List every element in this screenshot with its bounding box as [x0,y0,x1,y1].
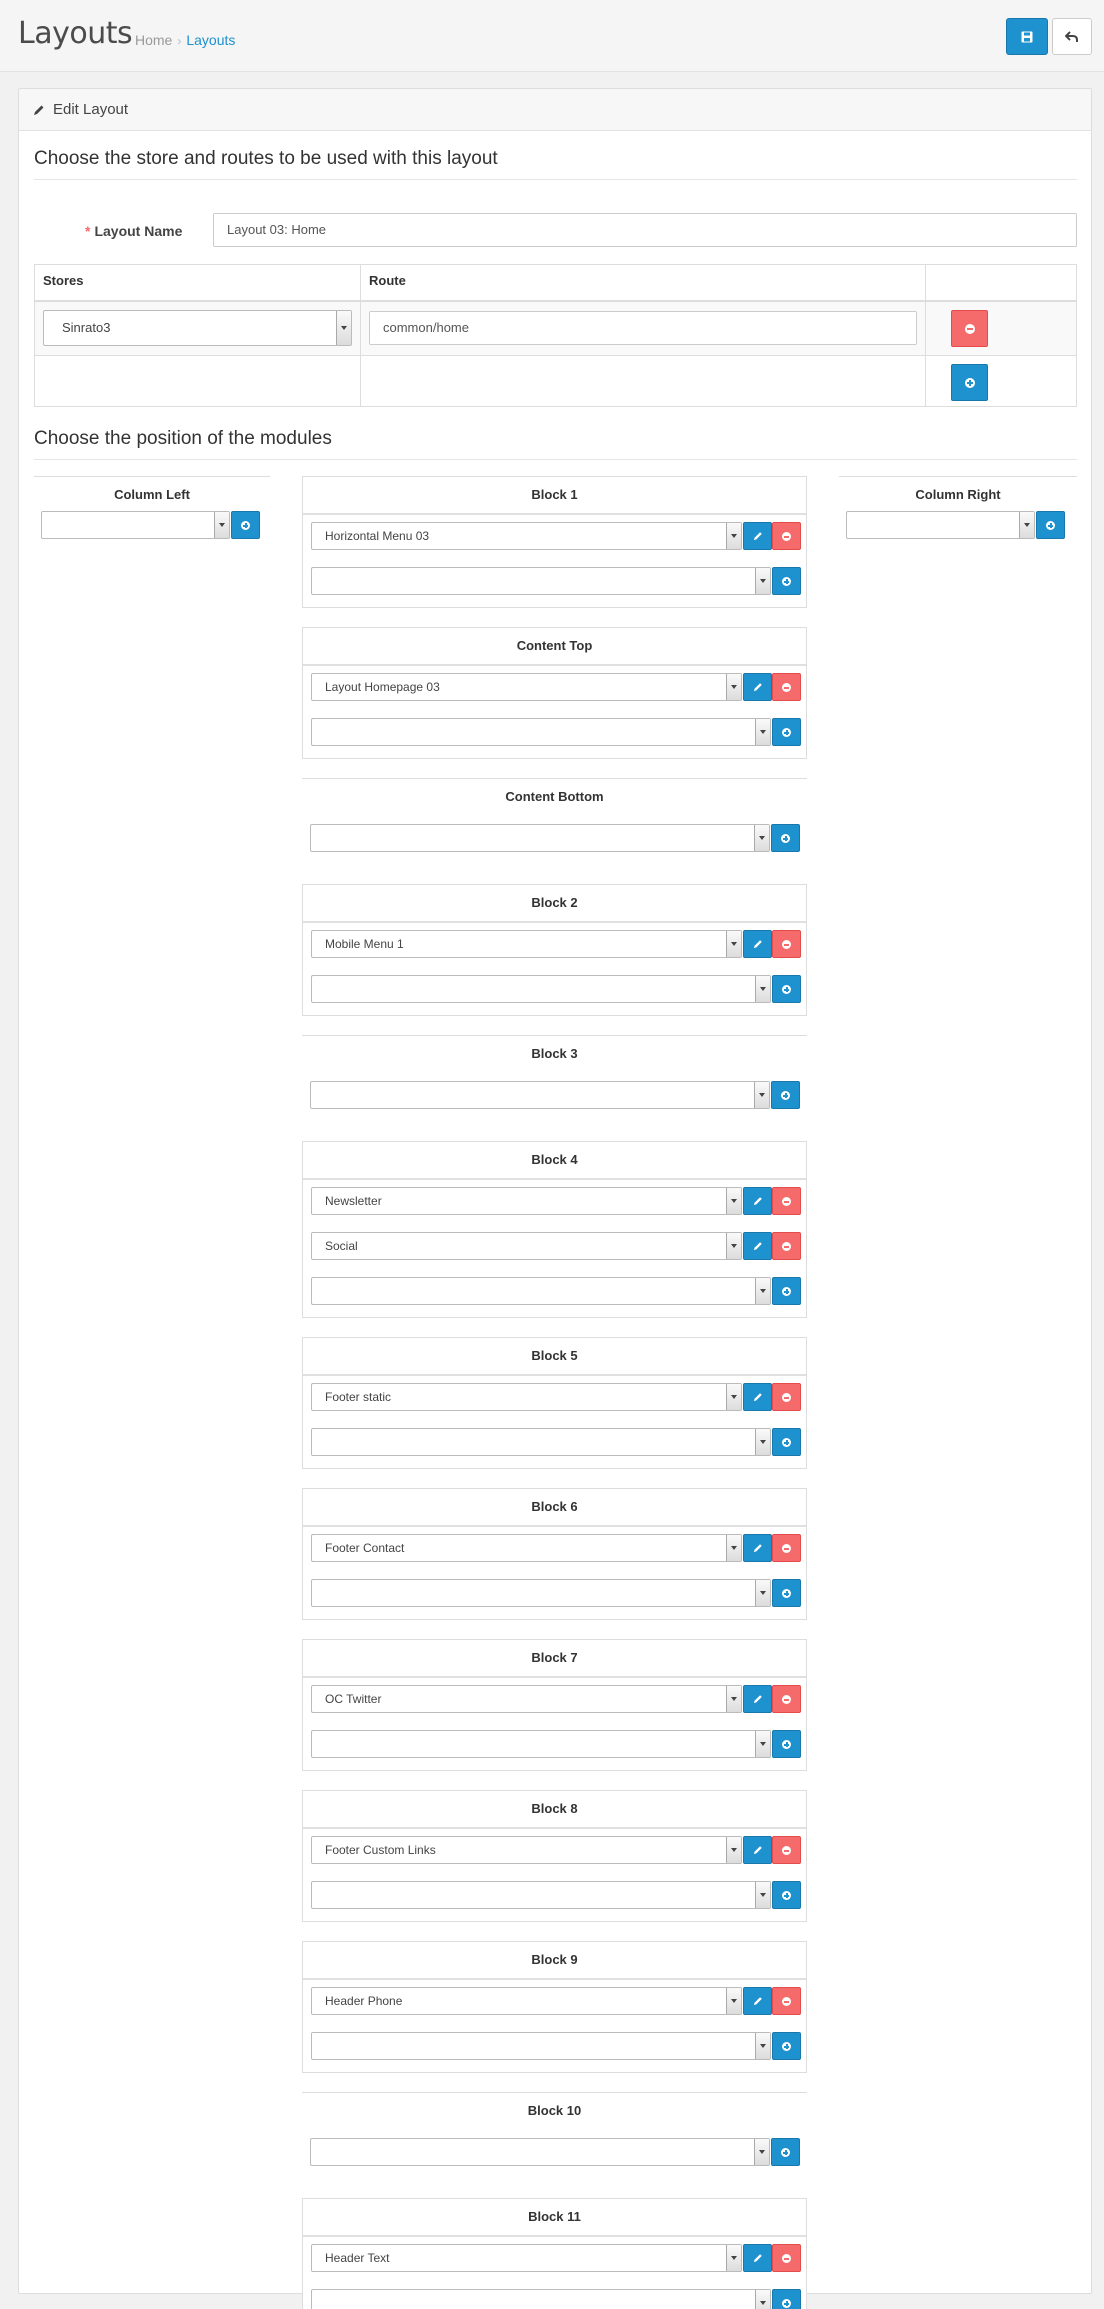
plus-circle-icon [781,1091,790,1100]
breadcrumb-home[interactable]: Home [135,32,173,48]
position-title: Block 4 [531,1152,578,1167]
pencil-icon [753,1241,763,1251]
remove-route-button[interactable] [951,310,988,347]
position-title: Content Top [516,638,593,653]
pencil-icon [753,1196,763,1206]
plus-circle-icon [782,1891,791,1900]
route-input[interactable]: common/home [369,311,917,345]
position-block [302,2092,807,2179]
module-select[interactable] [311,1277,771,1305]
minus-circle-icon [782,1242,791,1251]
position-block [302,778,807,865]
save-button[interactable] [1006,18,1048,55]
minus-circle-icon [782,1197,791,1206]
module-select[interactable]: Footer Custom Links [311,1836,742,1864]
plus-circle-icon [782,577,791,586]
store-select[interactable]: Sinrato3 [43,310,352,346]
position-block [302,1337,807,1469]
page-header [0,0,1104,72]
module-select[interactable]: Header Text [311,2244,742,2272]
plus-circle-icon [781,834,790,843]
pencil-icon [33,104,45,116]
header-stores: Stores [43,273,84,288]
route-table [34,264,1077,407]
module-select[interactable] [41,511,230,539]
edit-module-button[interactable] [743,1534,772,1562]
module-select[interactable]: Newsletter [311,1187,742,1215]
add-module-button[interactable] [771,824,800,852]
save-icon [1021,31,1033,43]
edit-layout-panel [18,88,1092,2294]
minus-circle-icon [782,1997,791,2006]
module-select[interactable] [311,1579,771,1607]
breadcrumb-separator: › [177,34,182,48]
add-module-button[interactable] [772,567,801,595]
edit-module-button[interactable] [743,2244,772,2272]
remove-module-button[interactable] [772,1836,801,1864]
add-route-button[interactable] [951,364,988,401]
module-select[interactable] [311,1730,771,1758]
pencil-icon [753,531,763,541]
module-select[interactable] [311,718,771,746]
position-title: Block 10 [527,2103,582,2118]
remove-module-button[interactable] [772,1187,801,1215]
edit-module-button[interactable] [743,522,772,550]
module-select[interactable] [311,1428,771,1456]
minus-circle-icon [965,324,975,334]
minus-circle-icon [782,940,791,949]
position-block [302,2198,807,2309]
module-select[interactable] [310,2138,770,2166]
section-module-positions: Choose the position of the modules [34,428,1077,460]
reply-icon [1065,31,1079,43]
pencil-icon [753,1845,763,1855]
position-block [302,884,807,1016]
position-title: Block 1 [531,487,578,502]
header-route: Route [369,273,406,288]
add-module-button[interactable] [772,2032,801,2060]
position-title: Block 11 [528,2209,581,2224]
edit-module-button[interactable] [743,1232,772,1260]
plus-circle-icon [241,521,250,530]
edit-module-button[interactable] [743,1685,772,1713]
remove-module-button[interactable] [772,1685,801,1713]
plus-circle-icon [782,1438,791,1447]
edit-module-button[interactable] [743,1187,772,1215]
plus-circle-icon [782,2299,791,2308]
layout-name-label: * Layout Name [85,223,183,239]
module-select[interactable] [311,567,771,595]
pencil-icon [753,939,763,949]
position-block [302,1639,807,1771]
module-select[interactable] [846,511,1035,539]
back-button[interactable] [1052,18,1092,55]
pencil-icon [753,1392,763,1402]
module-select[interactable]: Footer static [311,1383,742,1411]
pencil-icon [753,682,763,692]
edit-module-button[interactable] [743,930,772,958]
add-module-button[interactable] [772,2289,801,2309]
plus-circle-icon [782,1740,791,1749]
module-select[interactable] [310,1081,770,1109]
minus-circle-icon [782,1544,791,1553]
breadcrumb-layouts[interactable]: Layouts [186,32,236,48]
module-select[interactable] [310,824,770,852]
position-column-right [839,476,1077,556]
remove-module-button[interactable] [772,1383,801,1411]
plus-circle-icon [782,1589,791,1598]
remove-module-button[interactable] [772,1232,801,1260]
add-module-button[interactable] [772,718,801,746]
remove-module-button[interactable] [772,522,801,550]
module-select[interactable]: Footer Contact [311,1534,742,1562]
add-module-button[interactable] [772,1579,801,1607]
position-title: Block 3 [531,1046,578,1061]
position-block [302,1141,807,1318]
position-title: Column Left [114,487,190,502]
add-module-button[interactable] [231,511,260,539]
add-module-button[interactable] [772,975,801,1003]
pencil-icon [753,1694,763,1704]
section-store-routes: Choose the store and routes to be used with this layout [34,148,1077,180]
position-title: Block 9 [531,1952,578,1967]
module-select[interactable]: Social [311,1232,742,1260]
remove-module-button[interactable] [772,2244,801,2272]
add-module-button[interactable] [771,1081,800,1109]
layout-name-input[interactable]: Layout 03: Home [213,213,1077,247]
plus-circle-icon [782,2042,791,2051]
remove-module-button[interactable] [772,1987,801,2015]
module-select[interactable]: OC Twitter [311,1685,742,1713]
add-module-button[interactable] [772,1730,801,1758]
edit-module-button[interactable] [743,1836,772,1864]
plus-circle-icon [782,1287,791,1296]
plus-circle-icon [782,728,791,737]
remove-module-button[interactable] [772,930,801,958]
module-select[interactable] [311,2289,771,2309]
plus-circle-icon [1046,521,1055,530]
position-block [302,1790,807,1922]
plus-circle-icon [781,2148,790,2157]
remove-module-button[interactable] [772,673,801,701]
page-title: Layouts [18,16,133,51]
add-module-button[interactable] [772,1428,801,1456]
add-module-button[interactable] [772,1277,801,1305]
minus-circle-icon [782,1393,791,1402]
module-select[interactable] [311,2032,771,2060]
module-select[interactable] [311,975,771,1003]
minus-circle-icon [782,532,791,541]
module-select[interactable] [311,1881,771,1909]
position-block [302,627,807,759]
position-title: Block 6 [531,1499,578,1514]
position-block [302,1941,807,2073]
position-block [302,1488,807,1620]
add-module-button[interactable] [772,1881,801,1909]
plus-circle-icon [782,985,791,994]
remove-module-button[interactable] [772,1534,801,1562]
minus-circle-icon [782,683,791,692]
minus-circle-icon [782,2254,791,2263]
pencil-icon [753,1996,763,2006]
pencil-icon [753,1543,763,1553]
module-select[interactable]: Mobile Menu 1 [311,930,742,958]
position-title: Content Bottom [505,789,604,804]
position-title: Block 2 [531,895,578,910]
module-select[interactable]: Layout Homepage 03 [311,673,742,701]
panel-heading-text: Edit Layout [53,101,129,118]
position-title: Block 7 [531,1650,578,1665]
position-block [302,1035,807,1122]
position-column-left [34,476,270,556]
add-module-button[interactable] [771,2138,800,2166]
edit-module-button[interactable] [743,1383,772,1411]
plus-circle-icon [965,378,975,388]
position-block [302,476,807,608]
position-title: Block 5 [531,1348,578,1363]
edit-module-button[interactable] [743,673,772,701]
position-title: Block 8 [531,1801,578,1816]
minus-circle-icon [782,1846,791,1855]
add-module-button[interactable] [1036,511,1065,539]
edit-module-button[interactable] [743,1987,772,2015]
breadcrumb [135,32,235,48]
minus-circle-icon [782,1695,791,1704]
panel-heading [19,89,1091,131]
pencil-icon [753,2253,763,2263]
module-select[interactable]: Header Phone [311,1987,742,2015]
position-title: Column Right [915,487,1001,502]
module-select[interactable]: Horizontal Menu 03 [311,522,742,550]
